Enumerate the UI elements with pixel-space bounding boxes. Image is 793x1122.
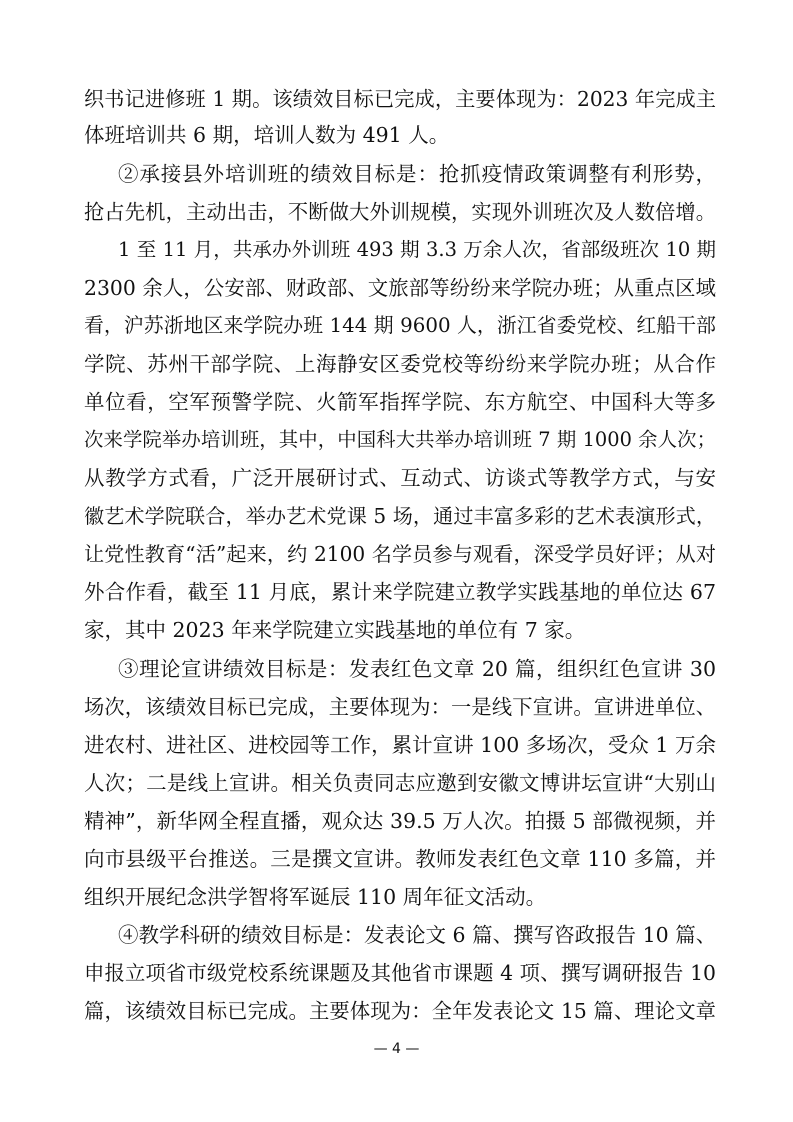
text-line: ②承接县外培训班的绩效目标是：抢抓疫情政策调整有利形势， (118, 162, 716, 186)
text-line: 申报立项省市级党校系统课题及其他省市课题 4 项、撰写调研报告 10 (84, 961, 716, 985)
text-line: 进农村、进社区、进校园等工作，累计宣讲 100 多场次，受众 1 万余 (84, 733, 716, 757)
text-line: 抢占先机，主动出击，不断做大外训规模，实现外训班次及人数倍增。 (84, 200, 716, 224)
text-line: 家，其中 2023 年来学院建立实践基地的单位有 7 家。 (84, 618, 586, 642)
text-line: 体班培训共 6 期，培训人数为 491 人。 (84, 123, 450, 147)
text-line: 篇，该绩效目标已完成。主要体现为：全年发表论文 15 篇、理论文章 (84, 999, 716, 1023)
text-line: 次来学院举办培训班，其中，中国科大共举办培训班 7 期 1000 余人次； (84, 428, 716, 451)
text-line: 看，沪苏浙地区来学院办班 144 期 9600 人，浙江省委党校、红船干部 (84, 314, 716, 337)
text-line: 2300 余人，公安部、财政部、文旅部等纷纷来学院办班；从重点区域 (84, 276, 716, 300)
text-line: 向市县级平台推送。三是撰文宣讲。教师发表红色文章 110 多篇，并 (84, 847, 716, 871)
text-line: 1 至 11 月，共承办外训班 493 期 3.3 万余人次，省部级班次 10 期 (118, 238, 716, 261)
text-line: 从教学方式看，广泛开展研讨式、互动式、访谈式等教学方式，与安 (84, 466, 716, 490)
text-line: 精神”，新华网全程直播，观众达 39.5 万人次。拍摄 5 部微视频，并 (84, 809, 716, 833)
text-line: 组织开展纪念洪学智将军诞辰 110 周年征文活动。 (84, 885, 547, 909)
text-line: 徽艺术学院联合，举办艺术党课 5 场，通过丰富多彩的艺术表演形式， (84, 504, 716, 528)
text-line: 外合作看，截至 11 月底，累计来学院建立教学实践基地的单位达 67 (84, 580, 716, 604)
text-line: ③理论宣讲绩效目标是：发表红色文章 20 篇，组织红色宣讲 30 (118, 657, 716, 681)
text-line: 学院、苏州干部学院、上海静安区委党校等纷纷来学院办班；从合作 (84, 352, 716, 376)
text-line: 让党性教育“活”起来，约 2100 名学员参与观看，深受学员好评；从对 (84, 542, 716, 566)
text-line: ④教学科研的绩效目标是：发表论文 6 篇、撰写咨政报告 10 篇、 (118, 923, 717, 947)
text-line: 场次，该绩效目标已完成，主要体现为：一是线下宣讲。宣讲进单位、 (84, 695, 716, 719)
page-number: — 4 — (373, 1041, 420, 1057)
text-line: 织书记进修班 1 期。该绩效目标已完成，主要体现为：2023 年完成主 (84, 87, 716, 111)
text-line: 人次；二是线上宣讲。相关负责同志应邀到安徽文博讲坛宣讲“大别山 (84, 771, 716, 795)
text-line: 单位看，空军预警学院、火箭军指挥学院、东方航空、中国科大等多 (84, 390, 716, 414)
